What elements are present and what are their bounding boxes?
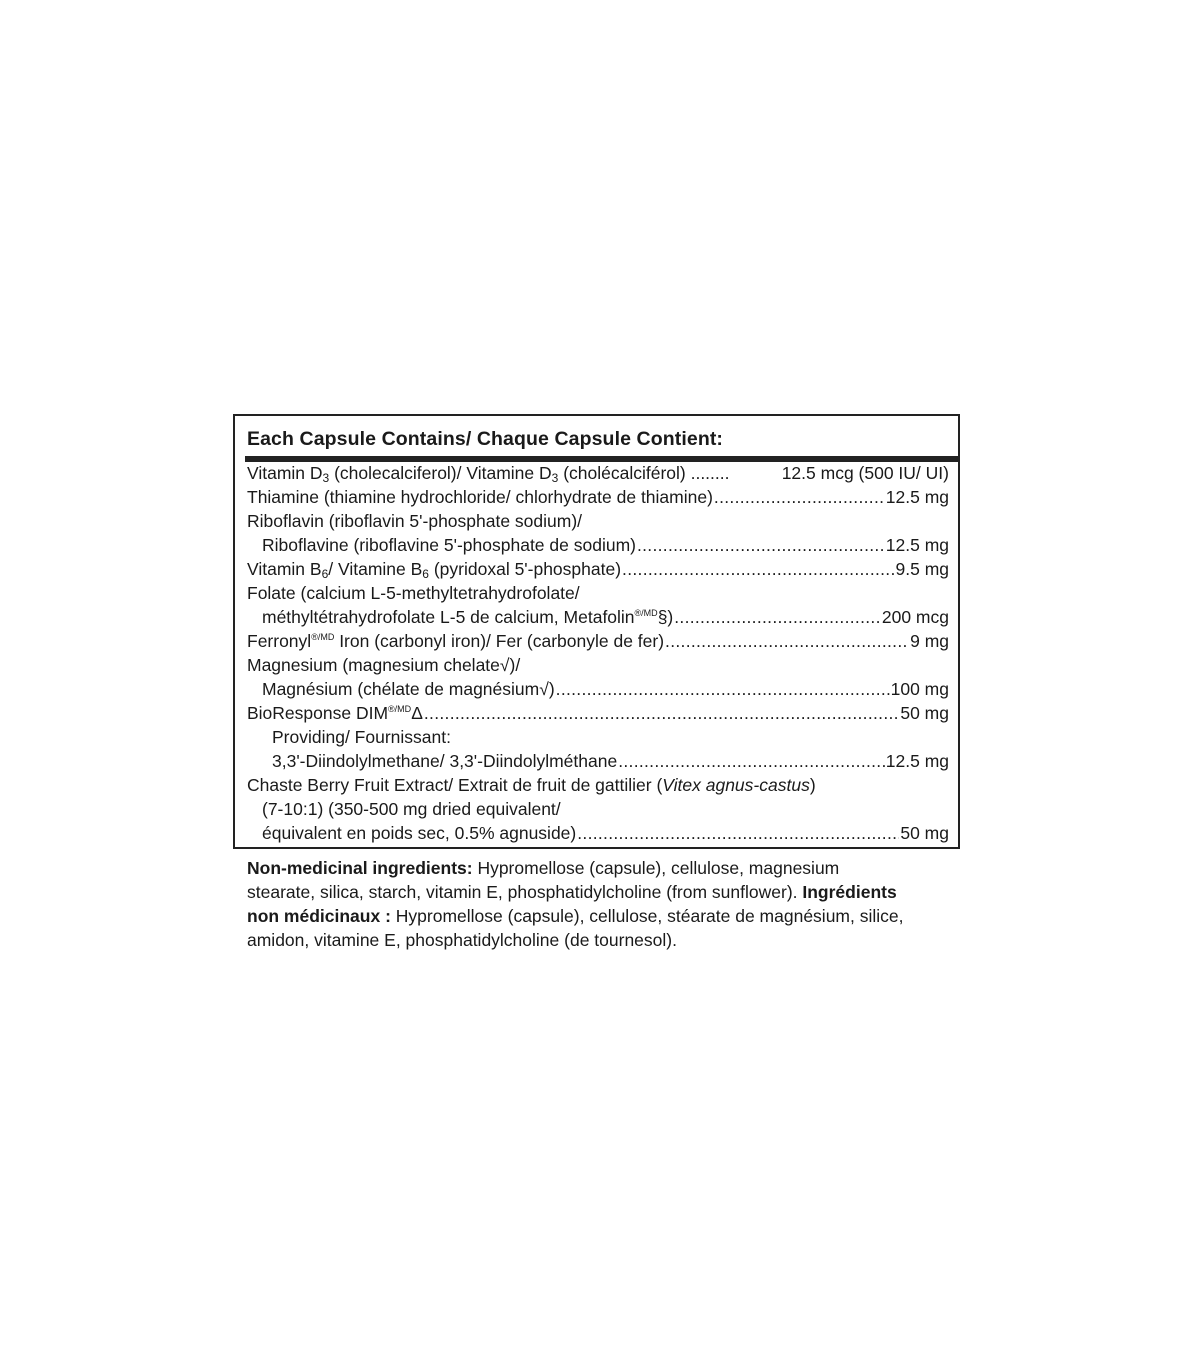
- ingredient-vitamin-d3: [247, 461, 949, 485]
- ingredient-amount: 12.5 mg: [885, 751, 949, 771]
- dot-leader: [577, 821, 899, 845]
- non-medicinal-ingredients: [247, 856, 957, 952]
- ingredient-iron: [247, 629, 949, 653]
- ingredient-name: 3,3'-Diindolylmethane/ 3,3'-Diindolylméthane: [272, 751, 618, 771]
- ingredient-amount: 12.5 mcg (500 IU/ UI): [781, 463, 949, 483]
- ingredient-name: Ferronyl$^{®/MD}$ Iron (carbonyl iron)/ Fer (carbonyle de fer): [247, 631, 665, 651]
- ingredient-dim: [247, 701, 949, 725]
- ingredient-magnesium: [262, 677, 949, 701]
- ingredient-name: Riboflavine (riboflavine 5'-phosphate de sodium): [262, 535, 636, 555]
- dot-leader: [665, 629, 909, 653]
- dot-leader: [674, 605, 881, 629]
- providing-label: Providing/ Fournissant:: [272, 727, 451, 747]
- ingredient-magnesium-line1: Magnesium (magnesium chelate√)/: [247, 655, 521, 675]
- ingredient-riboflavin: [262, 533, 949, 557]
- ingredient-amount: 50 mg: [900, 823, 949, 843]
- ingredient-name: Vitamin $B_6/$ Vitamine $B_6$ (pyridoxal 5'-phosphate): [247, 559, 622, 581]
- ingredient-amount: 100 mg: [890, 679, 949, 699]
- dot-leader: [556, 677, 890, 701]
- dot-leader: [714, 485, 885, 509]
- dot-leader: [622, 557, 894, 581]
- notes-line-2: stearate, silica, starch, vitamin E, phosphatidylcholine (from sunflower). Ingrédients: [247, 882, 897, 902]
- nm-label-fr: Ingrédients: [802, 882, 897, 902]
- ingredient-folate-line1: Folate (calcium L-5-methyltetrahydrofolate/: [247, 583, 580, 603]
- ingredient-name: Thiamine (thiamine hydrochloride/ chlorhydrate de thiamine): [247, 487, 713, 507]
- nm-label-en: Non-medicinal ingredients:: [247, 858, 473, 878]
- notes-line-4: amidon, vitamine E, phosphatidylcholine (de tournesol).: [247, 930, 677, 950]
- ingredient-folate: [262, 605, 949, 629]
- dot-leader: [637, 533, 885, 557]
- ingredient-chaste-berry-line2: (7-10:1) (350-500 mg dried equivalent/: [262, 799, 561, 819]
- latin-name: Vitex agnus-castus: [662, 775, 810, 795]
- ingredient-amount: 12.5 mg: [885, 487, 949, 507]
- ingredient-name: méthyltétrahydrofolate L-5 de calcium, Metafolin$^{®/MD}$§): [262, 607, 674, 627]
- ingredient-amount: 12.5 mg: [885, 535, 949, 555]
- panel-title: Each Capsule Contains/ Chaque Capsule Contient:: [247, 428, 724, 450]
- ingredient-chaste-berry-line1: Chaste Berry Fruit Extract/ Extrait de fruit de gattilier (Vitex agnus-castus): [247, 775, 816, 795]
- ingredient-name: BioResponse $DIM^{®/MD}\Delta$: [247, 703, 423, 723]
- ingredient-amount: 200 mcg: [881, 607, 949, 627]
- ingredient-riboflavin-line1: Riboflavin (riboflavin 5'-phosphate sodium)/: [247, 511, 583, 531]
- ingredient-amount: 9 mg: [910, 631, 949, 651]
- supplement-facts-panel: [233, 414, 960, 849]
- ingredient-thiamine: [247, 485, 949, 509]
- ingredient-name: équivalent en poids sec, 0.5% agnuside): [262, 823, 577, 843]
- ingredient-vitamin-b6: [247, 557, 949, 581]
- ingredient-chaste-berry: [262, 821, 949, 845]
- dot-leader: [618, 749, 885, 773]
- ingredient-amount: 50 mg: [900, 703, 949, 723]
- ingredient-diindolylmethane: [272, 749, 949, 773]
- notes-line-1: Non-medicinal ingredients: Hypromellose (capsule), cellulose, magnesium: [247, 858, 840, 878]
- ingredient-name: Vitamin $D_3$ (cholecalciferol)/ Vitamine $D_3$ (cholécalciférol) ........: [247, 463, 730, 485]
- notes-line-3: non médicinaux : Hypromellose (capsule), cellulose, stéarate de magnésium, silice,: [247, 906, 904, 926]
- dot-leader: [424, 701, 899, 725]
- ingredient-amount: 9.5 mg: [895, 559, 949, 579]
- ingredient-name: Magnésium (chélate de magnésium√): [262, 679, 555, 699]
